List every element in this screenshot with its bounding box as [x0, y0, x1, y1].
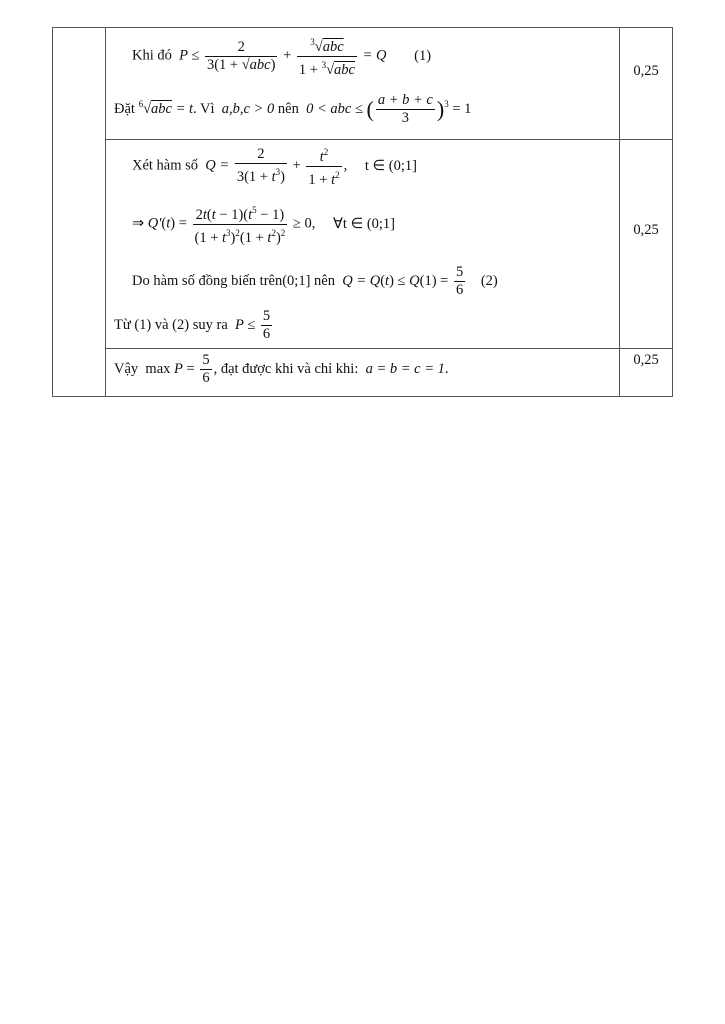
- content-cell: [106, 349, 620, 397]
- score-cell: [620, 28, 673, 140]
- score-value: 0,25: [633, 352, 659, 368]
- score-cell: [620, 140, 673, 349]
- table-row: [53, 28, 673, 140]
- content-cell: [106, 28, 620, 140]
- solution-table: [52, 27, 673, 397]
- line-vay: Vậy max P = $\frac{5}{6}$ , đạt được khi và chỉ khi: a = b = c = 1.: [114, 352, 449, 386]
- line-xet: Xét hàm số Q = $\frac{2}{3(1 + t^3)}$ + $\frac{t^2}{1 + t^2}$ , t ∈ (0;1]: [132, 144, 417, 189]
- table-row: [53, 140, 673, 349]
- line-tu: Từ (1) và (2) suy ra P ≤ $\frac{5}{6}$: [114, 308, 271, 342]
- score-value: 0,25: [633, 222, 659, 238]
- blank-cell: [53, 28, 106, 397]
- content-cell: [106, 140, 620, 349]
- table-row: [53, 349, 673, 397]
- line-khi-do: Khi đó P ≤ $\frac{2}{\text{3(1 + √abc)}}$ + $\frac{^3√abc}{1 + ^3√abc}$ = Q (1): [132, 34, 431, 79]
- score-value: 0,25: [633, 63, 659, 79]
- line-dong-bien: Do hàm số đồng biến trên(0;1] nên Q = Q(t) ≤ Q(1) = $\frac{5}{6}$ (2): [132, 264, 498, 298]
- score-cell: [620, 349, 673, 397]
- line-dat: Đặt $^6$√abc = t. Vì a,b,c > 0 nên 0 < abc ≤ ( $\frac{a + b + c}{3}$ )$^3$ = 1: [114, 92, 472, 126]
- line-derivative: ⇒ Q'(t) = $\frac{2t(t - 1)(t^5 - 1)}{(1 + t^3)^2(1 + t^2)^2}$ ≥ 0, ∀t ∈ (0;1]: [132, 202, 395, 247]
